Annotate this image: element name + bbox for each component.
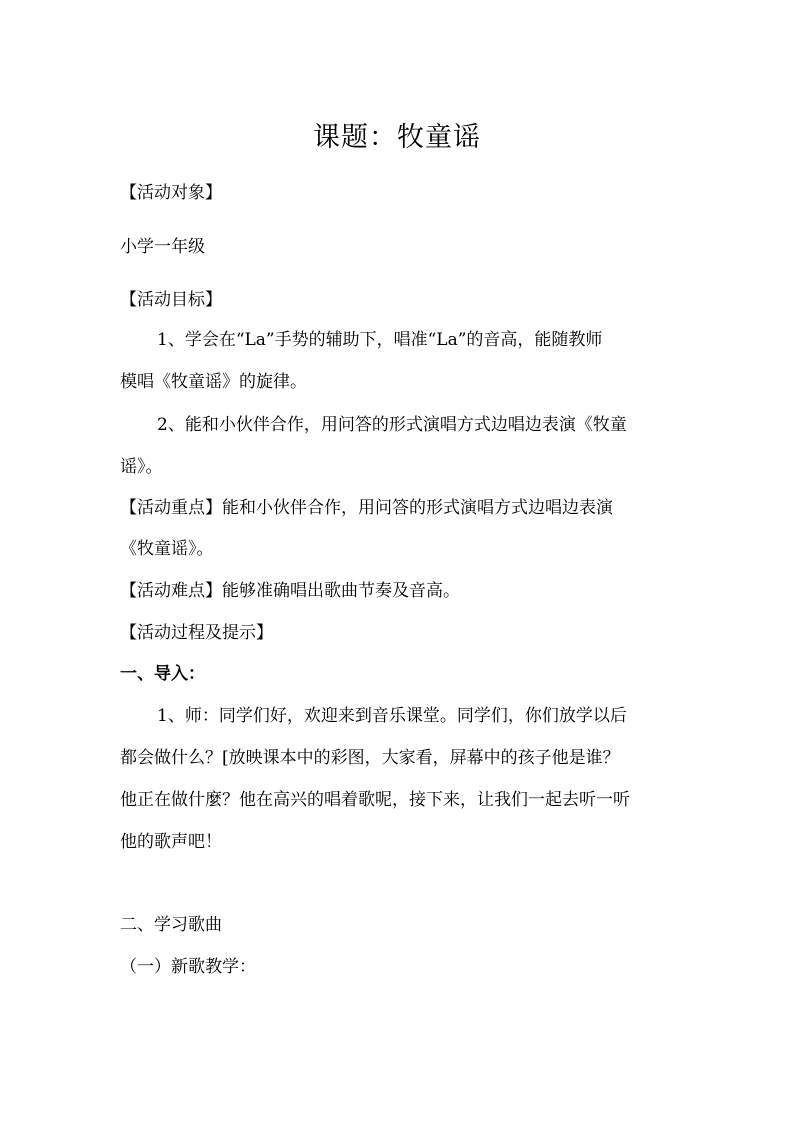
section-heading-activity-target: 【活动对象】 xyxy=(120,183,222,203)
paragraph-intro-line-2: 都会做什么？[放映课本中的彩图，大家看，屏幕中的孩子他是谁？ xyxy=(120,748,620,768)
paragraph-difficulty: 【活动难点】能够准确唱出歌曲节奏及音高。 xyxy=(120,581,460,601)
paragraph-intro-line-4: 他的歌声吧！ xyxy=(120,832,222,852)
section-heading-introduction: 一、导入： xyxy=(120,664,205,684)
paragraph-goal-1-line-1: 1、学会在“La”手势的辅助下，唱准“La”的音高，能随教师 xyxy=(157,330,603,350)
section-heading-learn-song: 二、学习歌曲 xyxy=(120,915,222,935)
paragraph-goal-1-line-2: 模唱《牧童谣》的旋律。 xyxy=(120,372,307,392)
subsection-heading-new-song: （一）新歌教学： xyxy=(120,957,256,977)
section-heading-activity-goals: 【活动目标】 xyxy=(120,290,222,310)
paragraph-goal-2-line-2: 谣》。 xyxy=(120,457,163,477)
paragraph-intro-line-1: 1、师：同学们好，欢迎来到音乐课堂。同学们，你们放学以后 xyxy=(157,706,627,726)
paragraph-grade: 小学一年级 xyxy=(120,237,205,257)
paragraph-intro-line-3: 他正在做什麼？他在高兴的唱着歌呢，接下来，让我们一起去听一听 xyxy=(120,790,630,810)
paragraph-key-point-line-1: 【活动重点】能和小伙伴合作，用问答的形式演唱方式边唱边表演 xyxy=(120,498,613,518)
paragraph-key-point-line-2: 《牧童谣》。 xyxy=(120,539,214,559)
section-heading-activity-process: 【活动过程及提示】 xyxy=(120,623,273,643)
document-title: 课题：牧童谣 xyxy=(313,122,481,153)
paragraph-goal-2-line-1: 2、能和小伙伴合作，用问答的形式演唱方式边唱边表演《牧童 xyxy=(157,415,627,435)
